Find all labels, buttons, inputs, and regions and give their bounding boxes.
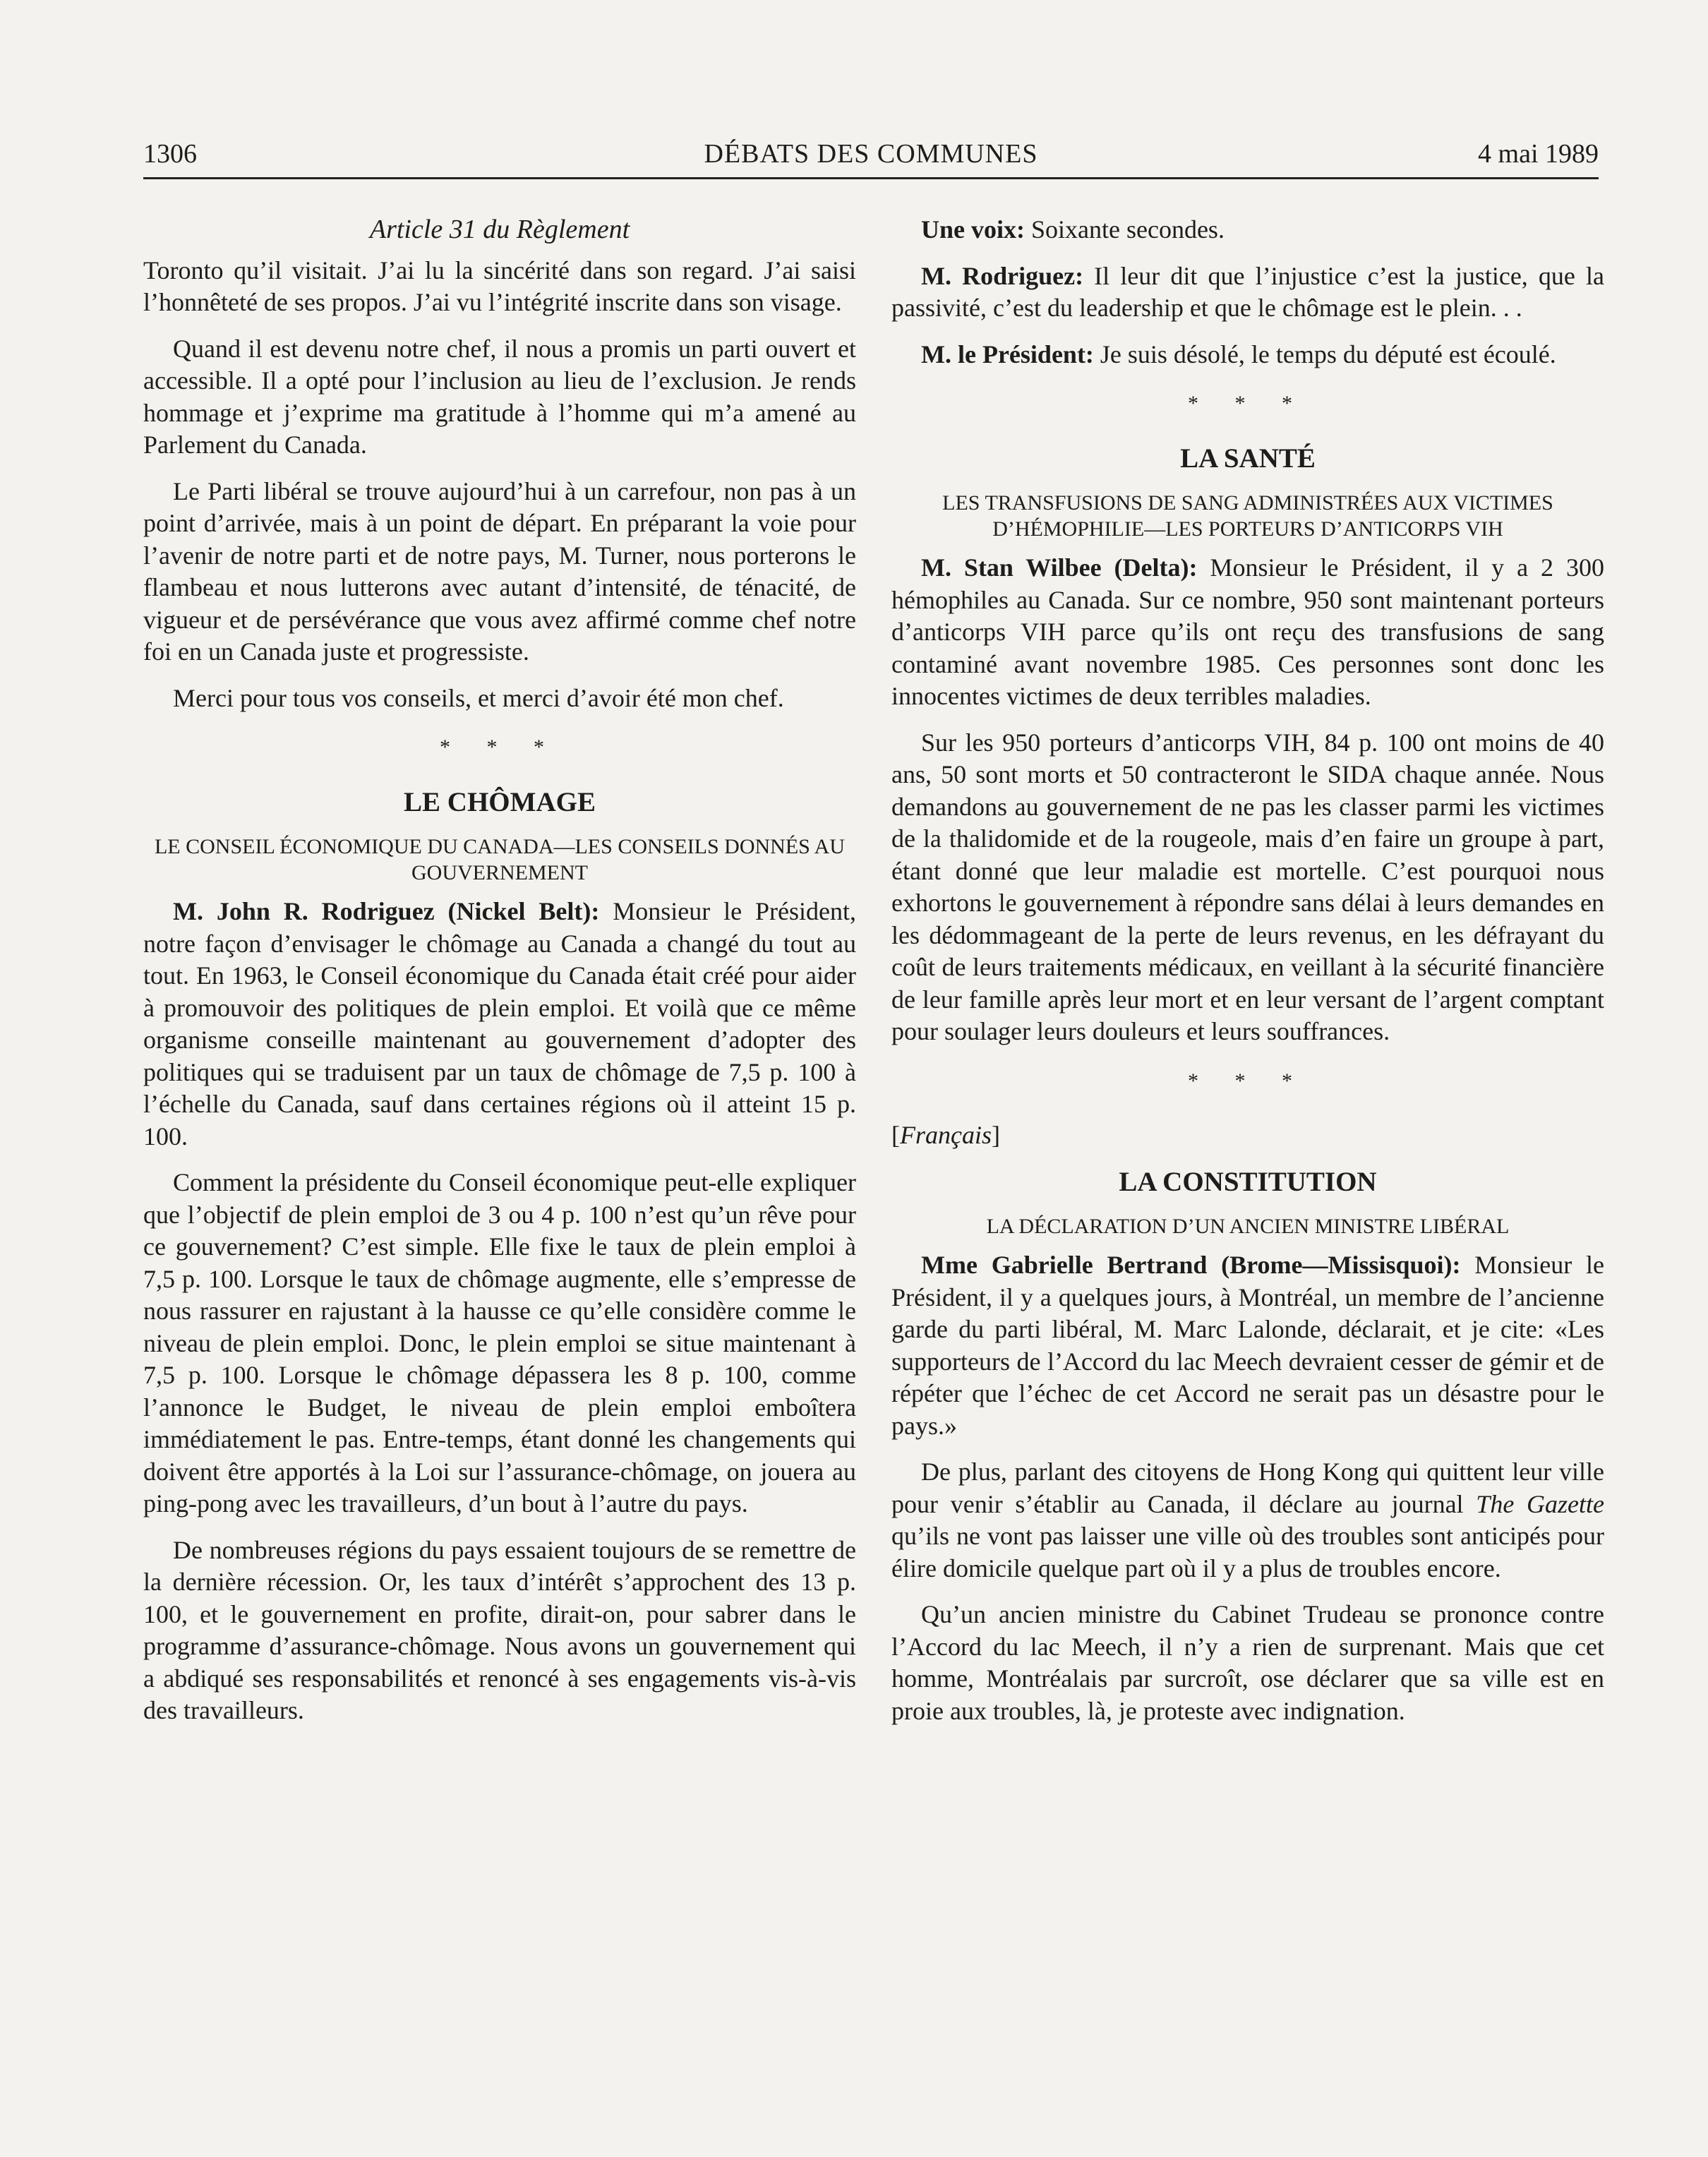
speaker-name: Une voix: [921,215,1025,244]
paragraph: Le Parti libéral se trouve aujourd’hui à un carrefour, non pas à un point d’arrivée, mais à un point de départ. En préparant la voie pour l’avenir de notre parti et de notre pays, M. Turner, nous porterons le flambeau et nous lutterons avec autant d’intensité, de ténacité, de vigueur et de persévérance que vous avez affirmé comme chef notre foi en un Canada juste et progressiste. [143,476,856,666]
speech-paragraph [891,214,1604,246]
publication-title: DÉBATS DES COMMUNES [704,139,1038,169]
speaker-name: Mme Gabrielle Bertrand (Brome—Missisquoi): [921,1251,1461,1279]
section-separator: * * * [440,735,560,759]
header-rule [143,177,1599,179]
speech-text: Soixante secondes. [1025,215,1225,244]
speech-text: Monsieur le Président, il y a quelques jours, à Montréal, un membre de l’ancienne garde du parti libéral, M. Marc Lalonde, déclarait, et je cite: «Les supporteurs de l’Accord du lac Meech devraient cesser de gémir et de répéter que l’échec de cet Accord ne serait pas un désastre pour le pays.» [891,1251,1605,1440]
paragraph: De nombreuses régions du pays essaient toujours de se remettre de la dernière récession. Or, les taux d’intérêt s’approchent des 13 p. 100, et le gouvernement en profite, dirait-on, pour sabrer dans le programme d’assurance-chômage. Nous avons un gouvernement qui a abdiqué ses responsabilités et renoncé à ses engagements vis-à-vis des travailleurs. [143,1535,856,1724]
section-subheading: LE CONSEIL ÉCONOMIQUE DU CANADA—LES CONSEILS DONNÉS AU GOUVERNEMENT [154,835,846,884]
section-rubric: Article 31 du Règlement [369,215,630,244]
paragraph: Comment la présidente du Conseil économique peut-elle expliquer que l’objectif de plein emploi de 3 ou 4 p. 100 n’est qu’un rêve pour ce gouvernement? C’est simple. Elle fixe le taux de plein emploi à 7,5 p. 100. Lorsque le taux de chômage augmente, elle s’empresse de nous rassurer en rajustant à la hausse ce qu’elle considère comme le niveau de plein emploi. Donc, le plein emploi se situe maintenant à 7,5 p. 100. Lorsque le chômage dépassera les 8 p. 100, comme l’annonce le Budget, le niveau de plein emploi emboîtera immédiatement le pas. Entre-temps, étant donné les changements qui doivent être apportés à la Loi sur l’assurance-chômage, on jouera au ping-pong avec les travailleurs, d’un bout à l’autre du pays. [143,1168,856,1518]
paragraph: Quand il est devenu notre chef, il nous a promis un parti ouvert et accessible. Il a opté pour l’inclusion au lieu de l’exclusion. Je rends hommage et j’exprime ma gratitude à l’homme qui m’a amené au Parlement du Canada. [143,334,856,459]
speech-paragraph [891,552,1604,713]
page-header [143,138,1599,175]
section-subheading: LES TRANSFUSIONS DE SANG ADMINISTRÉES AUX VICTIMES D’HÉMOPHILIE—LES PORTEURS D’ANTICORPS VIH [942,491,1553,541]
section-subheading: LA DÉCLARATION D’UN ANCIEN MINISTRE LIBÉRAL [986,1215,1510,1238]
speaker-name: M. Stan Wilbee (Delta): [921,553,1198,582]
speech-paragraph [891,1249,1604,1442]
section-heading: LE CHÔMAGE [404,786,596,817]
speech-text: Monsieur le Président, il y a 2 300 hémophiles au Canada. Sur ce nombre, 950 sont maintenant porteurs d’anticorps VIH parce qu’ils ont reçu des transfusions de sang contaminé avant novembre 1985. Ces personnes sont donc les innocentes victimes de deux terribles maladies. [891,553,1605,710]
speaker-name: M. le Président: [921,340,1094,368]
language-marker: [Français] [891,1121,1000,1149]
paragraph: Toronto qu’il visitait. J’ai lu la sincérité dans son regard. J’ai saisi l’honnêteté de ses propos. J’ai vu l’intégrité inscrite dans son visage. [143,256,856,316]
section-separator: * * * [1188,1069,1308,1093]
right-column [891,214,1604,1741]
left-column [143,214,856,1741]
section-heading: LA SANTÉ [1180,443,1316,474]
paragraph: Sur les 950 porteurs d’anticorps VIH, 84 p. 100 ont moins de 40 ans, 50 sont morts et 50 contracteront le SIDA chaque année. Nous demandons au gouvernement de ne pas les classer parmi les victimes de la thalidomide et de la rougeole, mais d’en faire un groupe à part, étant donné que leur maladie est mortelle. C’est pourquoi nous exhortons le gouvernement à répondre sans délai à leurs demandes en les dédommageant de la perte de leurs revenus, en les défrayant du coût de leurs traitements médicaux, en veillant à la sécurité financière de leur famille après leur mort et en leur versant de l’argent comptant pour soulager leurs douleurs et leurs souffrances. [891,728,1604,1045]
speech-text: Je suis désolé, le temps du député est écoulé. [1093,340,1556,368]
newspaper-title: The Gazette [1476,1489,1604,1518]
issue-date: 4 mai 1989 [1478,139,1599,169]
speech-paragraph [891,260,1604,325]
section-separator: * * * [1188,392,1308,415]
speaker-name: M. John R. Rodriguez (Nickel Belt): [173,897,600,925]
speech-text: Il leur dit que l’injustice c’est la justice, que la passivité, c’est du leadership et que le chômage est le plein. . . [891,261,1604,322]
section-heading: LA CONSTITUTION [1119,1166,1377,1197]
speaker-name: M. Rodriguez: [921,261,1084,290]
page-number: 1306 [143,139,197,169]
speech-paragraph [143,896,856,1153]
speech-text: Monsieur le Président, notre façon d’envisager le chômage au Canada a changé du tout au tout. En 1963, le Conseil économique du Canada était créé pour aider à promouvoir des politiques de plein emploi. Et voilà que ce même organisme conseille maintenant au gouvernement d’adopter des politiques qui se traduisent par un taux de chômage de 7,5 p. 100 à l’échelle du Canada, sauf dans certaines régions où il atteint 15 p. 100. [143,897,856,1150]
speech-paragraph [891,339,1604,371]
paragraph: De plus, parlant des citoyens de Hong Kong qui quittent leur ville pour venir s’établir au Canada, il déclare au journal The Gazette qu’ils ne vont pas laisser une ville où des troubles sont anticipés pour élire domicile quelque part où il y a plus de troubles encore. [891,1458,1604,1582]
paragraph: Qu’un ancien ministre du Cabinet Trudeau se prononce contre l’Accord du lac Meech, il n’y a rien de surprenant. Mais que cet homme, Montréalais par surcroît, ose déclarer que sa ville est en proie aux troubles, là, je proteste avec indignation. [891,1600,1604,1725]
paragraph: Merci pour tous vos conseils, et merci d’avoir été mon chef. [173,683,784,712]
